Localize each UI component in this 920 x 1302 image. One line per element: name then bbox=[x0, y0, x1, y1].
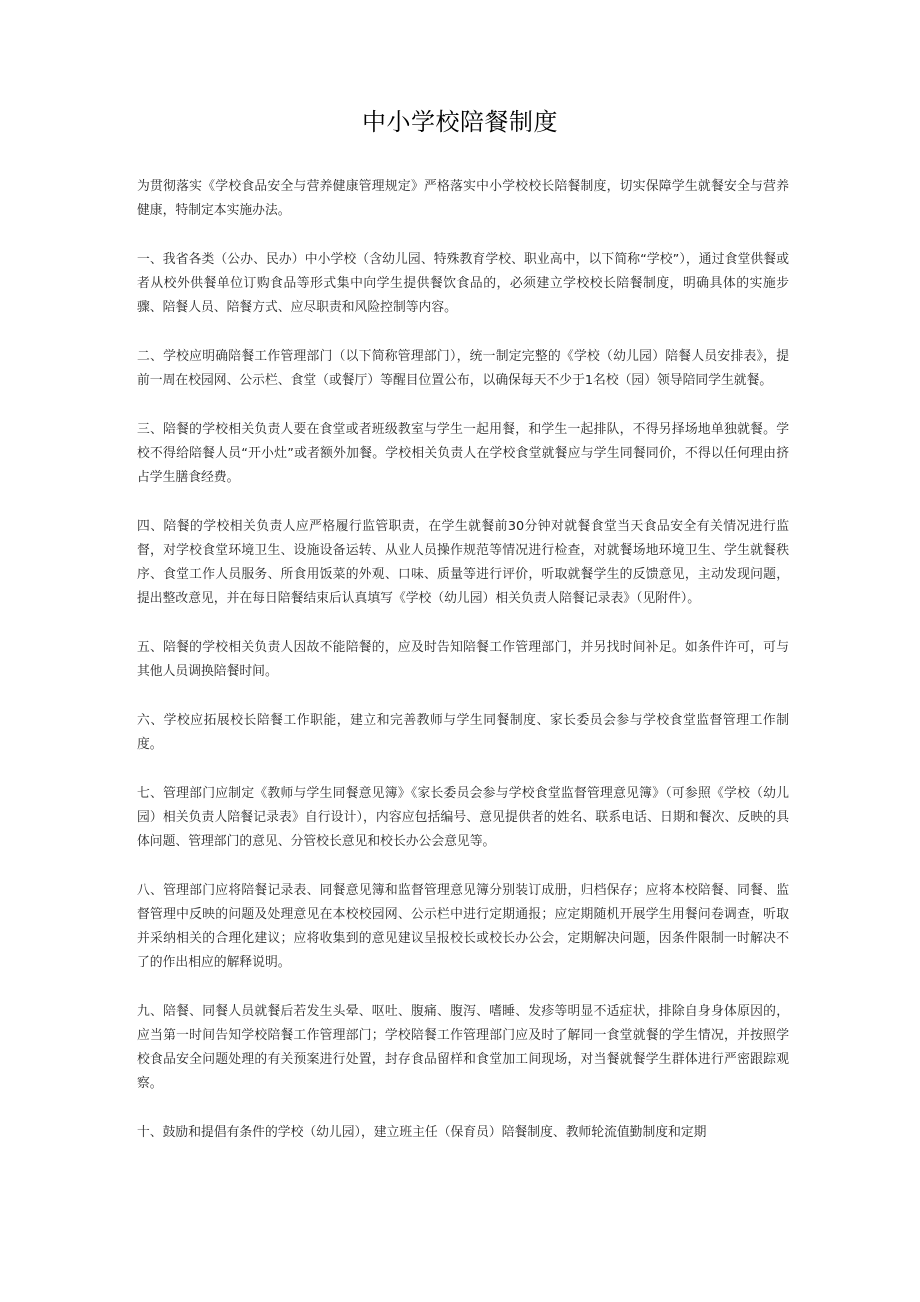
paragraph-4: 四、陪餐的学校相关负责人应严格履行监管职责，在学生就餐前30分钟对就餐食堂当天食品安全有关情况进行监督，对学校食堂环境卫生、设施设备运转、从业人员操作规范等情况进行检查，对就餐场地环境卫生、学生就餐秩序、食堂工作人员服务、所食用饭菜的外观、口味、质量等进行评价，听取就餐学生的反馈意见，主动发现问题，提出整改意见，并在每日陪餐结束后认真填写《学校（幼儿园）相关负责人陪餐记录表》（见附件）。 bbox=[137, 519, 789, 606]
paragraph-1: 一、我省各类（公办、民办）中小学校（含幼儿园、特殊教育学校、职业高中，以下简称“学校”），通过食堂供餐或者从校外供餐单位订购食品等形式集中向学生提供餐饮食品的，必须建立学校校长陪餐制度，明确具体的实施步骤、陪餐人员、陪餐方式、应尽职责和风险控制等内容。 bbox=[137, 252, 789, 315]
document-title: 中小学校陪餐制度 bbox=[362, 108, 558, 136]
paragraph-6: 六、学校应拓展校长陪餐工作职能，建立和完善教师与学生同餐制度、家长委员会参与学校食堂监督管理工作制度。 bbox=[137, 713, 789, 752]
paragraph-5: 五、陪餐的学校相关负责人因故不能陪餐的，应及时告知陪餐工作管理部门，并另找时间补足。如条件许可，可与其他人员调换陪餐时间。 bbox=[137, 640, 789, 679]
paragraph-9: 九、陪餐、同餐人员就餐后若发生头晕、呕吐、腹痛、腹泻、嗜睡、发疹等明显不适症状，排除自身身体原因的，应当第一时间告知学校陪餐工作管理部门；学校陪餐工作管理部门应及时了解同一食堂就餐的学生情况，并按照学校食品安全问题处理的有关预案进行处置，封存食品留样和食堂加工间现场，对当餐就餐学生群体进行严密跟踪观察。 bbox=[137, 1004, 789, 1091]
paragraph-3: 三、陪餐的学校相关负责人要在食堂或者班级教室与学生一起用餐，和学生一起排队，不得另择场地单独就餐。学校不得给陪餐人员“开小灶”或者额外加餐。学校相关负责人在学校食堂就餐应与学生同餐同价，不得以任何理由挤占学生膳食经费。 bbox=[137, 422, 789, 485]
paragraph-2: 二、学校应明确陪餐工作管理部门（以下简称管理部门），统一制定完整的《学校（幼儿园）陪餐人员安排表》，提前一周在校园网、公示栏、食堂（或餐厅）等醒目位置公布，以确保每天不少于1名校（园）领导陪同学生就餐。 bbox=[137, 349, 789, 388]
paragraph-10: 十、鼓励和提倡有条件的学校（幼儿园），建立班主任（保育员）陪餐制度、教师轮流值勤制度和定期 bbox=[137, 1125, 707, 1140]
document-body bbox=[137, 175, 789, 1170]
paragraph-intro: 为贯彻落实《学校食品安全与营养健康管理规定》严格落实中小学校校长陪餐制度，切实保障学生就餐安全与营养健康，特制定本实施办法。 bbox=[137, 179, 789, 218]
paragraph-7: 七、管理部门应制定《教师与学生同餐意见簿》《家长委员会参与学校食堂监督管理意见簿》（可参照《学校（幼儿园）相关负责人陪餐记录表》自行设计），内容应包括编号、意见提供者的姓名、联系电话、日期和餐次、反映的具体问题、管理部门的意见、分管校长意见和校长办公会意见等。 bbox=[137, 786, 789, 849]
paragraph-8: 八、管理部门应将陪餐记录表、同餐意见簿和监督管理意见簿分别装订成册，归档保存；应将本校陪餐、同餐、监督管理中反映的问题及处理意见在本校校园网、公示栏中进行定期通报；应定期随机开展学生用餐问卷调查，听取并采纳相关的合理化建议；应将收集到的意见建议呈报校长或校长办公会，定期解决问题，因条件限制一时解决不了的作出相应的解释说明。 bbox=[137, 883, 789, 970]
